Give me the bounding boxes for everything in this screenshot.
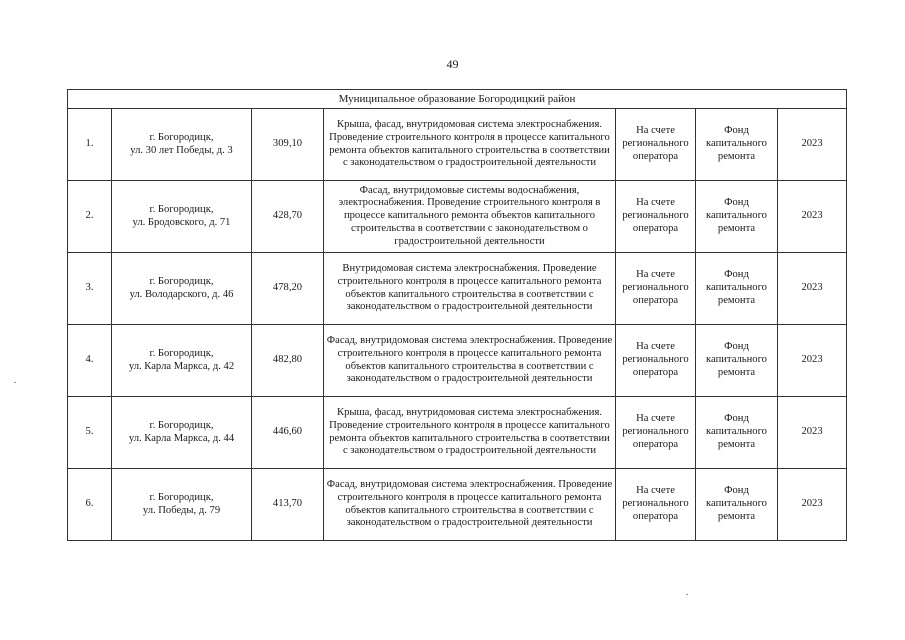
work-description-cell: Крыша, фасад, внутридомовая система электроснабжения. Проведение строительного контроля в процессе капитального ремонта объектов капитального строительства в соответствии с законодательством о градостроительной деятельности <box>324 397 616 469</box>
address-cell: г. Богородицк, ул. Карла Маркса, д. 42 <box>112 325 252 397</box>
funding-cell: На счете регионального оператора <box>616 325 696 397</box>
funding-cell: На счете регионального оператора <box>616 253 696 325</box>
row-number: 2. <box>68 181 112 253</box>
address-cell: г. Богородицк, ул. Бродовского, д. 71 <box>112 181 252 253</box>
district-header-row <box>68 90 847 109</box>
year-cell: 2023 <box>778 253 847 325</box>
work-description-cell: Фасад, внутридомовые системы водоснабжения, электроснабжения. Проведение строительного контроля в процессе капитального ремонта объектов капитального строительства в соответствии с законодательством о градостроительной деятельности <box>324 181 616 253</box>
fund-cell: Фонд капитального ремонта <box>696 109 778 181</box>
table-row <box>68 397 847 469</box>
scan-speck <box>14 382 16 383</box>
funding-cell: На счете регионального оператора <box>616 109 696 181</box>
area-cell: 478,20 <box>252 253 324 325</box>
work-description-cell: Фасад, внутридомовая система электроснабжения. Проведение строительного контроля в процессе капитального ремонта объектов капитального строительства в соответствии с законодательством о градостроительной деятельности <box>324 469 616 541</box>
funding-cell: На счете регионального оператора <box>616 397 696 469</box>
table-row <box>68 181 847 253</box>
scan-speck <box>686 594 688 595</box>
row-number: 4. <box>68 325 112 397</box>
year-cell: 2023 <box>778 397 847 469</box>
area-cell: 413,70 <box>252 469 324 541</box>
row-number: 3. <box>68 253 112 325</box>
area-cell: 482,80 <box>252 325 324 397</box>
address-cell: г. Богородицк, ул. 30 лет Победы, д. 3 <box>112 109 252 181</box>
table-row <box>68 325 847 397</box>
year-cell: 2023 <box>778 325 847 397</box>
fund-cell: Фонд капитального ремонта <box>696 397 778 469</box>
page-number: 49 <box>446 57 459 71</box>
work-description-cell: Внутридомовая система электроснабжения. Проведение строительного контроля в процессе капитального ремонта объектов капитального строительства в соответствии с законодательством о градостроительной деятельности <box>324 253 616 325</box>
table-row <box>68 109 847 181</box>
work-description-cell: Фасад, внутридомовая система электроснабжения. Проведение строительного контроля в процессе капитального ремонта объектов капитального строительства в соответствии с законодательством о градостроительной деятельности <box>324 325 616 397</box>
year-cell: 2023 <box>778 181 847 253</box>
fund-cell: Фонд капитального ремонта <box>696 253 778 325</box>
fund-cell: Фонд капитального ремонта <box>696 181 778 253</box>
repair-registry-table <box>67 89 847 541</box>
table-row <box>68 469 847 541</box>
funding-cell: На счете регионального оператора <box>616 181 696 253</box>
address-cell: г. Богородицк, ул. Карла Маркса, д. 44 <box>112 397 252 469</box>
area-cell: 446,60 <box>252 397 324 469</box>
table-row <box>68 253 847 325</box>
area-cell: 309,10 <box>252 109 324 181</box>
area-cell: 428,70 <box>252 181 324 253</box>
funding-cell: На счете регионального оператора <box>616 469 696 541</box>
fund-cell: Фонд капитального ремонта <box>696 469 778 541</box>
row-number: 6. <box>68 469 112 541</box>
row-number: 1. <box>68 109 112 181</box>
address-cell: г. Богородицк, ул. Володарского, д. 46 <box>112 253 252 325</box>
year-cell: 2023 <box>778 109 847 181</box>
address-cell: г. Богородицк, ул. Победы, д. 79 <box>112 469 252 541</box>
year-cell: 2023 <box>778 469 847 541</box>
fund-cell: Фонд капитального ремонта <box>696 325 778 397</box>
row-number: 5. <box>68 397 112 469</box>
work-description-cell: Крыша, фасад, внутридомовая система электроснабжения. Проведение строительного контроля в процессе капитального ремонта объектов капитального строительства в соответствии с законодательством о градостроительной деятельности <box>324 109 616 181</box>
district-header: Муниципальное образование Богородицкий район <box>68 90 847 109</box>
